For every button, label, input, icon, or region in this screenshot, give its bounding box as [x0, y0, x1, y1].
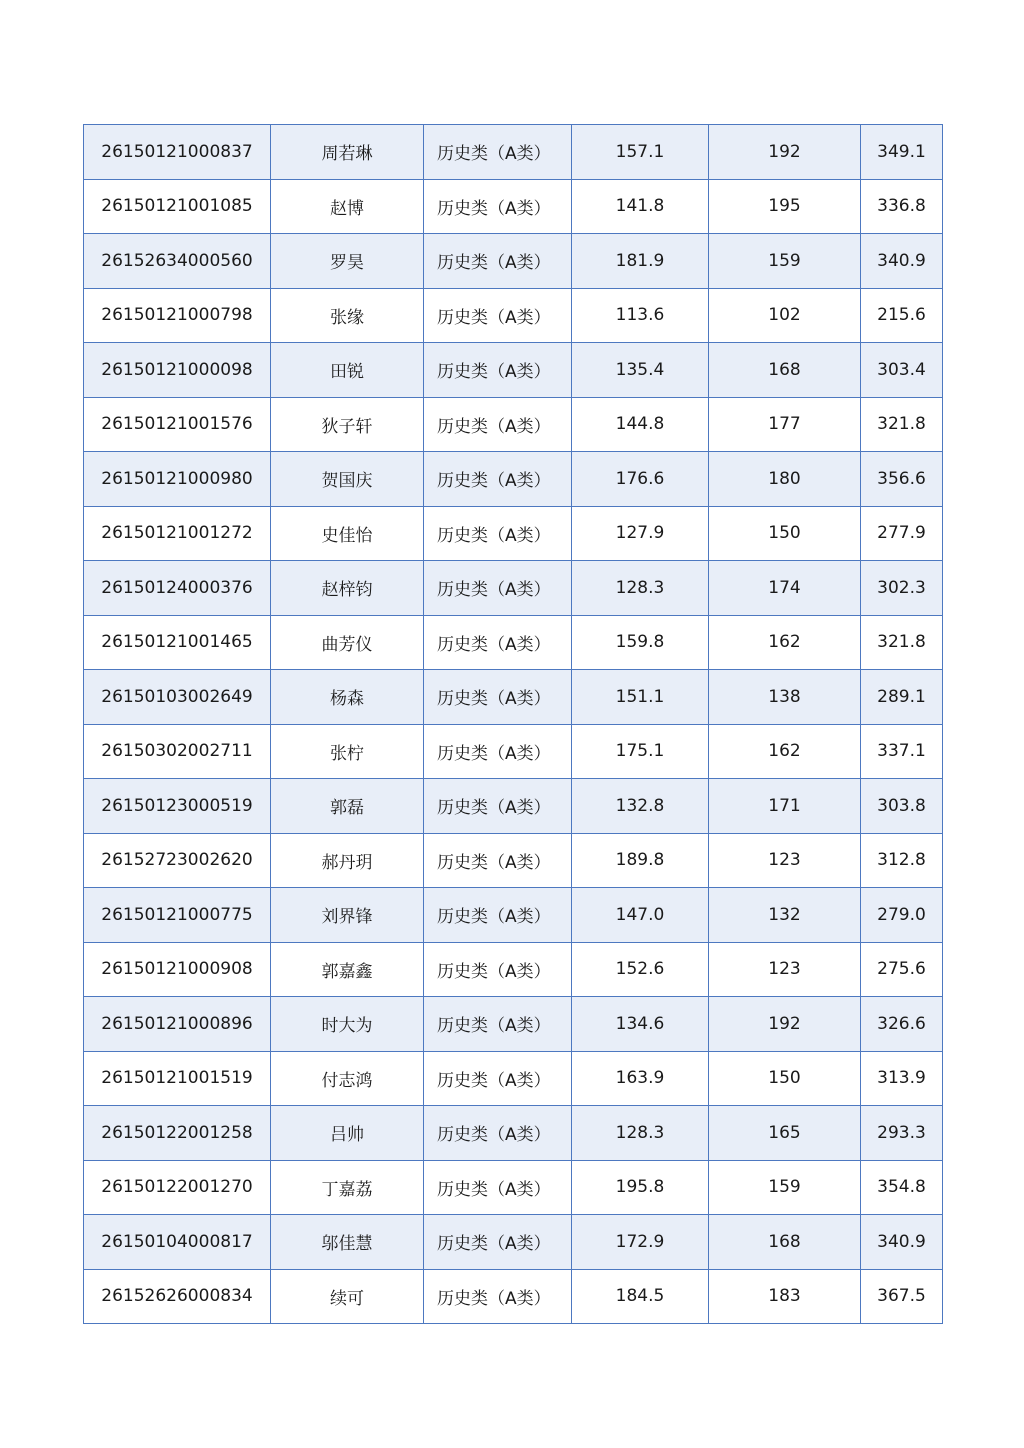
cell-exam-id: 26150121001465 — [84, 615, 271, 670]
cell-score-2: 192 — [709, 997, 861, 1052]
cell-name: 郭嘉鑫 — [271, 942, 424, 997]
cell-exam-id: 26152626000834 — [84, 1269, 271, 1324]
cell-score-2: 171 — [709, 779, 861, 834]
table-body — [84, 125, 943, 1324]
table-row — [84, 397, 943, 452]
cell-exam-id: 26152723002620 — [84, 833, 271, 888]
cell-name: 狄子轩 — [271, 397, 424, 452]
cell-score-1: 128.3 — [572, 1106, 709, 1161]
cell-category: 历史类（A类） — [424, 942, 572, 997]
cell-exam-id: 26150121000980 — [84, 452, 271, 507]
cell-total: 303.8 — [861, 779, 943, 834]
table-row — [84, 125, 943, 180]
cell-score-1: 141.8 — [572, 179, 709, 234]
cell-exam-id: 26150121001085 — [84, 179, 271, 234]
cell-category: 历史类（A类） — [424, 615, 572, 670]
table-row — [84, 1051, 943, 1106]
cell-name: 续可 — [271, 1269, 424, 1324]
cell-category: 历史类（A类） — [424, 561, 572, 616]
cell-category: 历史类（A类） — [424, 1215, 572, 1270]
cell-score-2: 123 — [709, 833, 861, 888]
cell-exam-id: 26150124000376 — [84, 561, 271, 616]
cell-score-2: 180 — [709, 452, 861, 507]
cell-total: 215.6 — [861, 288, 943, 343]
cell-category: 历史类（A类） — [424, 1051, 572, 1106]
table-row — [84, 615, 943, 670]
cell-score-1: 113.6 — [572, 288, 709, 343]
cell-name: 刘界锋 — [271, 888, 424, 943]
cell-score-1: 151.1 — [572, 670, 709, 725]
cell-total: 279.0 — [861, 888, 943, 943]
cell-category: 历史类（A类） — [424, 397, 572, 452]
cell-category: 历史类（A类） — [424, 288, 572, 343]
cell-total: 321.8 — [861, 397, 943, 452]
cell-exam-id: 26150103002649 — [84, 670, 271, 725]
cell-score-1: 195.8 — [572, 1160, 709, 1215]
cell-total: 356.6 — [861, 452, 943, 507]
cell-exam-id: 26150121000098 — [84, 343, 271, 398]
cell-exam-id: 26150121000837 — [84, 125, 271, 180]
cell-score-2: 132 — [709, 888, 861, 943]
cell-score-2: 174 — [709, 561, 861, 616]
cell-score-1: 135.4 — [572, 343, 709, 398]
cell-name: 付志鸿 — [271, 1051, 424, 1106]
cell-total: 312.8 — [861, 833, 943, 888]
cell-category: 历史类（A类） — [424, 452, 572, 507]
cell-score-2: 168 — [709, 343, 861, 398]
cell-total: 349.1 — [861, 125, 943, 180]
cell-name: 吕帅 — [271, 1106, 424, 1161]
cell-category: 历史类（A类） — [424, 997, 572, 1052]
cell-name: 张柠 — [271, 724, 424, 779]
table-row — [84, 1160, 943, 1215]
cell-score-1: 189.8 — [572, 833, 709, 888]
cell-name: 赵梓钧 — [271, 561, 424, 616]
cell-exam-id: 26152634000560 — [84, 234, 271, 289]
cell-name: 贺国庆 — [271, 452, 424, 507]
cell-exam-id: 26150121000896 — [84, 997, 271, 1052]
cell-name: 史佳怡 — [271, 506, 424, 561]
cell-name: 田锐 — [271, 343, 424, 398]
cell-score-2: 192 — [709, 125, 861, 180]
cell-score-2: 168 — [709, 1215, 861, 1270]
cell-score-2: 150 — [709, 506, 861, 561]
cell-category: 历史类（A类） — [424, 779, 572, 834]
cell-exam-id: 26150121001519 — [84, 1051, 271, 1106]
cell-name: 郝丹玥 — [271, 833, 424, 888]
cell-score-2: 177 — [709, 397, 861, 452]
cell-exam-id: 26150121001576 — [84, 397, 271, 452]
cell-score-2: 159 — [709, 234, 861, 289]
cell-category: 历史类（A类） — [424, 833, 572, 888]
cell-score-1: 176.6 — [572, 452, 709, 507]
cell-name: 时大为 — [271, 997, 424, 1052]
cell-score-1: 147.0 — [572, 888, 709, 943]
cell-score-2: 138 — [709, 670, 861, 725]
table-row — [84, 724, 943, 779]
cell-total: 340.9 — [861, 234, 943, 289]
cell-score-1: 181.9 — [572, 234, 709, 289]
cell-total: 289.1 — [861, 670, 943, 725]
cell-score-1: 134.6 — [572, 997, 709, 1052]
cell-exam-id: 26150302002711 — [84, 724, 271, 779]
cell-total: 354.8 — [861, 1160, 943, 1215]
cell-total: 321.8 — [861, 615, 943, 670]
cell-name: 张缘 — [271, 288, 424, 343]
cell-total: 340.9 — [861, 1215, 943, 1270]
cell-score-1: 144.8 — [572, 397, 709, 452]
cell-name: 曲芳仪 — [271, 615, 424, 670]
cell-score-2: 195 — [709, 179, 861, 234]
cell-score-1: 172.9 — [572, 1215, 709, 1270]
table-row — [84, 1106, 943, 1161]
cell-score-2: 123 — [709, 942, 861, 997]
cell-score-2: 150 — [709, 1051, 861, 1106]
cell-name: 郭磊 — [271, 779, 424, 834]
table-row — [84, 288, 943, 343]
cell-exam-id: 26150122001270 — [84, 1160, 271, 1215]
cell-exam-id: 26150121000798 — [84, 288, 271, 343]
table-row — [84, 997, 943, 1052]
cell-category: 历史类（A类） — [424, 1106, 572, 1161]
cell-total: 293.3 — [861, 1106, 943, 1161]
cell-total: 313.9 — [861, 1051, 943, 1106]
cell-total: 303.4 — [861, 343, 943, 398]
cell-exam-id: 26150121000908 — [84, 942, 271, 997]
cell-total: 277.9 — [861, 506, 943, 561]
cell-category: 历史类（A类） — [424, 234, 572, 289]
cell-total: 336.8 — [861, 179, 943, 234]
cell-category: 历史类（A类） — [424, 888, 572, 943]
cell-score-2: 162 — [709, 615, 861, 670]
cell-category: 历史类（A类） — [424, 670, 572, 725]
table-row — [84, 779, 943, 834]
cell-score-1: 163.9 — [572, 1051, 709, 1106]
table-row — [84, 888, 943, 943]
cell-name: 邬佳慧 — [271, 1215, 424, 1270]
table-row — [84, 1269, 943, 1324]
table-row — [84, 179, 943, 234]
cell-exam-id: 26150121000775 — [84, 888, 271, 943]
cell-category: 历史类（A类） — [424, 724, 572, 779]
cell-score-2: 183 — [709, 1269, 861, 1324]
table-row — [84, 234, 943, 289]
cell-total: 302.3 — [861, 561, 943, 616]
cell-name: 罗昊 — [271, 234, 424, 289]
cell-exam-id: 26150104000817 — [84, 1215, 271, 1270]
cell-name: 杨森 — [271, 670, 424, 725]
cell-score-2: 102 — [709, 288, 861, 343]
cell-total: 337.1 — [861, 724, 943, 779]
cell-score-1: 157.1 — [572, 125, 709, 180]
cell-name: 周若琳 — [271, 125, 424, 180]
cell-category: 历史类（A类） — [424, 506, 572, 561]
cell-score-2: 159 — [709, 1160, 861, 1215]
score-table — [83, 124, 943, 1324]
cell-category: 历史类（A类） — [424, 343, 572, 398]
table-row — [84, 452, 943, 507]
cell-score-1: 128.3 — [572, 561, 709, 616]
cell-score-2: 162 — [709, 724, 861, 779]
cell-score-1: 184.5 — [572, 1269, 709, 1324]
table-row — [84, 942, 943, 997]
cell-category: 历史类（A类） — [424, 179, 572, 234]
table-row — [84, 506, 943, 561]
cell-total: 367.5 — [861, 1269, 943, 1324]
table-row — [84, 1215, 943, 1270]
table-row — [84, 561, 943, 616]
cell-score-1: 175.1 — [572, 724, 709, 779]
table-row — [84, 833, 943, 888]
cell-score-1: 132.8 — [572, 779, 709, 834]
cell-exam-id: 26150122001258 — [84, 1106, 271, 1161]
table-row — [84, 670, 943, 725]
cell-exam-id: 26150121001272 — [84, 506, 271, 561]
cell-score-2: 165 — [709, 1106, 861, 1161]
cell-exam-id: 26150123000519 — [84, 779, 271, 834]
cell-score-1: 159.8 — [572, 615, 709, 670]
cell-total: 275.6 — [861, 942, 943, 997]
cell-score-1: 152.6 — [572, 942, 709, 997]
cell-name: 赵博 — [271, 179, 424, 234]
cell-name: 丁嘉荔 — [271, 1160, 424, 1215]
cell-category: 历史类（A类） — [424, 1160, 572, 1215]
cell-score-1: 127.9 — [572, 506, 709, 561]
cell-total: 326.6 — [861, 997, 943, 1052]
cell-category: 历史类（A类） — [424, 1269, 572, 1324]
table-row — [84, 343, 943, 398]
cell-category: 历史类（A类） — [424, 125, 572, 180]
